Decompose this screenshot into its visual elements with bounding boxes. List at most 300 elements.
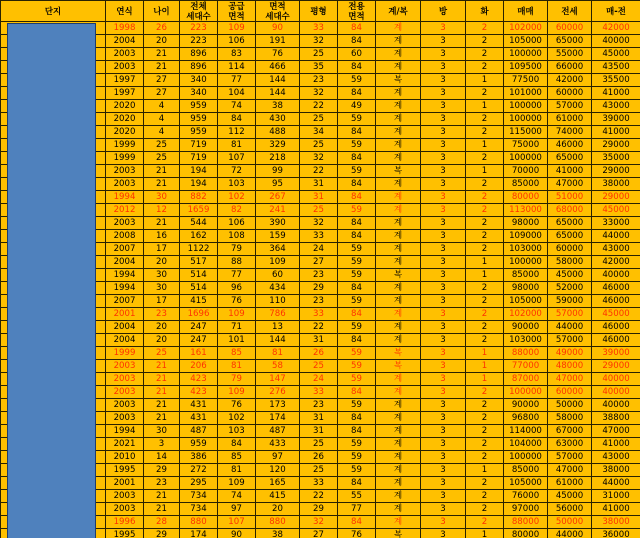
- table-cell[interactable]: 84: [338, 386, 376, 399]
- table-cell[interactable]: 194: [180, 178, 218, 191]
- column-header[interactable]: 전세: [548, 1, 592, 22]
- table-cell[interactable]: 39000: [592, 347, 640, 360]
- table-cell[interactable]: 35000: [592, 152, 640, 165]
- table-cell[interactable]: 2003: [106, 412, 144, 425]
- table-cell[interactable]: 959: [180, 126, 218, 139]
- table-cell[interactable]: 882: [180, 191, 218, 204]
- table-cell[interactable]: 44000: [548, 529, 592, 538]
- table-cell[interactable]: 2003: [106, 503, 144, 516]
- table-cell[interactable]: 17: [144, 295, 180, 308]
- table-cell[interactable]: 59: [338, 438, 376, 451]
- table-cell[interactable]: 12: [144, 204, 180, 217]
- table-cell[interactable]: 3: [421, 438, 466, 451]
- table-cell[interactable]: 103: [218, 178, 256, 191]
- table-cell[interactable]: 계: [376, 451, 421, 464]
- table-cell[interactable]: 35500: [592, 74, 640, 87]
- table-cell[interactable]: 45000: [592, 48, 640, 61]
- table-cell[interactable]: 1: [466, 165, 504, 178]
- table-cell[interactable]: 30: [144, 191, 180, 204]
- table-cell[interactable]: 76: [338, 529, 376, 538]
- table-cell[interactable]: 25: [300, 438, 338, 451]
- table-cell[interactable]: 1: [466, 74, 504, 87]
- table-cell[interactable]: 계: [376, 425, 421, 438]
- table-cell[interactable]: 114000: [504, 425, 548, 438]
- table-cell[interactable]: 21: [144, 373, 180, 386]
- table-cell[interactable]: 100000: [504, 113, 548, 126]
- table-cell[interactable]: 계: [376, 321, 421, 334]
- table-cell[interactable]: 29000: [592, 191, 640, 204]
- table-cell[interactable]: 1994: [106, 191, 144, 204]
- table-cell[interactable]: 23: [300, 295, 338, 308]
- table-cell[interactable]: 40000: [592, 373, 640, 386]
- table-cell[interactable]: 174: [256, 412, 300, 425]
- table-cell[interactable]: 25: [144, 139, 180, 152]
- table-cell[interactable]: 55000: [548, 48, 592, 61]
- table-cell[interactable]: 2: [466, 113, 504, 126]
- table-cell[interactable]: 267: [256, 191, 300, 204]
- table-cell[interactable]: 74: [218, 490, 256, 503]
- table-cell[interactable]: 896: [180, 48, 218, 61]
- table-cell[interactable]: 20: [256, 503, 300, 516]
- table-cell[interactable]: 272: [180, 464, 218, 477]
- table-cell[interactable]: 144: [256, 87, 300, 100]
- table-cell[interactable]: 45000: [592, 308, 640, 321]
- table-cell[interactable]: 1998: [106, 22, 144, 35]
- table-cell[interactable]: 22: [300, 100, 338, 113]
- table-cell[interactable]: 59: [338, 373, 376, 386]
- table-cell[interactable]: 84: [338, 282, 376, 295]
- table-cell[interactable]: 82: [218, 204, 256, 217]
- table-cell[interactable]: 719: [180, 139, 218, 152]
- table-cell[interactable]: 3: [421, 113, 466, 126]
- table-cell[interactable]: 45000: [548, 269, 592, 282]
- table-cell[interactable]: 21: [144, 48, 180, 61]
- table-cell[interactable]: 2: [466, 477, 504, 490]
- table-cell[interactable]: 3: [421, 386, 466, 399]
- table-cell[interactable]: 3: [421, 490, 466, 503]
- table-cell[interactable]: 25: [300, 360, 338, 373]
- table-cell[interactable]: 29: [144, 464, 180, 477]
- table-cell[interactable]: 84: [338, 152, 376, 165]
- table-cell[interactable]: 3: [421, 412, 466, 425]
- table-cell[interactable]: 105000: [504, 295, 548, 308]
- table-cell[interactable]: 33: [300, 477, 338, 490]
- table-cell[interactable]: 1999: [106, 139, 144, 152]
- table-cell[interactable]: 3: [421, 282, 466, 295]
- table-cell[interactable]: 35: [300, 61, 338, 74]
- table-cell[interactable]: 105000: [504, 35, 548, 48]
- table-cell[interactable]: 84: [338, 425, 376, 438]
- table-cell[interactable]: 88: [218, 256, 256, 269]
- table-cell[interactable]: 47000: [548, 464, 592, 477]
- table-cell[interactable]: 27: [300, 529, 338, 538]
- table-cell[interactable]: 65000: [548, 35, 592, 48]
- table-cell[interactable]: 433: [256, 438, 300, 451]
- table-cell[interactable]: 3: [421, 152, 466, 165]
- table-cell[interactable]: 3: [421, 503, 466, 516]
- column-header[interactable]: 매-전: [592, 1, 640, 22]
- table-cell[interactable]: 29: [144, 529, 180, 538]
- table-cell[interactable]: 88000: [504, 347, 548, 360]
- table-cell[interactable]: 38: [256, 100, 300, 113]
- table-cell[interactable]: 2020: [106, 126, 144, 139]
- table-cell[interactable]: 43000: [592, 243, 640, 256]
- table-cell[interactable]: 83: [218, 48, 256, 61]
- table-cell[interactable]: 2007: [106, 295, 144, 308]
- table-cell[interactable]: 50000: [548, 399, 592, 412]
- table-cell[interactable]: 31: [300, 412, 338, 425]
- table-cell[interactable]: 2: [466, 230, 504, 243]
- table-cell[interactable]: 47000: [548, 178, 592, 191]
- table-cell[interactable]: 734: [180, 503, 218, 516]
- table-cell[interactable]: 103000: [504, 334, 548, 347]
- table-cell[interactable]: 50000: [548, 516, 592, 529]
- table-cell[interactable]: 1999: [106, 152, 144, 165]
- table-cell[interactable]: 2004: [106, 321, 144, 334]
- table-cell[interactable]: 51000: [548, 191, 592, 204]
- table-cell[interactable]: 계: [376, 217, 421, 230]
- table-cell[interactable]: 84: [338, 477, 376, 490]
- table-cell[interactable]: 40000: [592, 269, 640, 282]
- table-cell[interactable]: 59: [338, 74, 376, 87]
- table-cell[interactable]: 33: [300, 230, 338, 243]
- table-cell[interactable]: 487: [180, 425, 218, 438]
- table-cell[interactable]: 3: [421, 61, 466, 74]
- table-cell[interactable]: 218: [256, 152, 300, 165]
- table-cell[interactable]: 2: [466, 152, 504, 165]
- table-cell[interactable]: 계: [376, 334, 421, 347]
- table-cell[interactable]: 276: [256, 386, 300, 399]
- table-cell[interactable]: 59: [338, 295, 376, 308]
- table-cell[interactable]: 49: [338, 100, 376, 113]
- table-cell[interactable]: 27: [300, 256, 338, 269]
- column-header[interactable]: 공급 면적: [218, 1, 256, 22]
- table-cell[interactable]: 544: [180, 217, 218, 230]
- table-cell[interactable]: 77: [218, 74, 256, 87]
- table-cell[interactable]: 386: [180, 451, 218, 464]
- table-cell[interactable]: 46000: [592, 295, 640, 308]
- table-cell[interactable]: 1: [466, 100, 504, 113]
- table-cell[interactable]: 390: [256, 217, 300, 230]
- table-cell[interactable]: 2: [466, 204, 504, 217]
- column-header[interactable]: 전체 세대수: [180, 1, 218, 22]
- table-cell[interactable]: 3: [421, 360, 466, 373]
- table-cell[interactable]: 102: [218, 412, 256, 425]
- table-cell[interactable]: 31: [300, 191, 338, 204]
- table-cell[interactable]: 22: [300, 490, 338, 503]
- column-header[interactable]: 전용 면적: [338, 1, 376, 22]
- table-cell[interactable]: 84: [338, 217, 376, 230]
- table-cell[interactable]: 58: [256, 360, 300, 373]
- column-header[interactable]: 면적 세대수: [256, 1, 300, 22]
- table-cell[interactable]: 23: [300, 399, 338, 412]
- table-cell[interactable]: 434: [256, 282, 300, 295]
- table-cell[interactable]: 159: [256, 230, 300, 243]
- table-cell[interactable]: 33: [300, 308, 338, 321]
- table-cell[interactable]: 87000: [504, 373, 548, 386]
- table-cell[interactable]: 3: [421, 191, 466, 204]
- table-cell[interactable]: 44000: [592, 477, 640, 490]
- table-cell[interactable]: 97: [218, 503, 256, 516]
- table-cell[interactable]: 2: [466, 321, 504, 334]
- table-cell[interactable]: 계: [376, 295, 421, 308]
- table-cell[interactable]: 59: [338, 165, 376, 178]
- table-cell[interactable]: 70000: [504, 165, 548, 178]
- table-cell[interactable]: 27: [144, 87, 180, 100]
- table-cell[interactable]: 173: [256, 399, 300, 412]
- table-cell[interactable]: 16: [144, 230, 180, 243]
- table-cell[interactable]: 61000: [548, 113, 592, 126]
- table-cell[interactable]: 2020: [106, 113, 144, 126]
- table-cell[interactable]: 33000: [592, 217, 640, 230]
- table-cell[interactable]: 14: [144, 451, 180, 464]
- table-cell[interactable]: 계: [376, 477, 421, 490]
- table-cell[interactable]: 57000: [548, 308, 592, 321]
- table-cell[interactable]: 107: [218, 516, 256, 529]
- table-cell[interactable]: 2: [466, 516, 504, 529]
- table-cell[interactable]: 1994: [106, 425, 144, 438]
- table-cell[interactable]: 90: [218, 529, 256, 538]
- table-cell[interactable]: 3: [421, 477, 466, 490]
- table-cell[interactable]: 1: [466, 256, 504, 269]
- table-cell[interactable]: 59: [338, 360, 376, 373]
- table-cell[interactable]: 43000: [592, 100, 640, 113]
- table-cell[interactable]: 3: [421, 243, 466, 256]
- table-cell[interactable]: 42000: [592, 256, 640, 269]
- table-cell[interactable]: 76: [256, 48, 300, 61]
- table-cell[interactable]: 21: [144, 61, 180, 74]
- table-cell[interactable]: 63000: [548, 438, 592, 451]
- table-cell[interactable]: 3: [421, 87, 466, 100]
- table-cell[interactable]: 24: [300, 373, 338, 386]
- table-cell[interactable]: 36000: [592, 529, 640, 538]
- table-cell[interactable]: 복: [376, 74, 421, 87]
- table-cell[interactable]: 3: [421, 22, 466, 35]
- table-cell[interactable]: 47000: [548, 373, 592, 386]
- table-cell[interactable]: 계: [376, 399, 421, 412]
- table-cell[interactable]: 계: [376, 152, 421, 165]
- table-cell[interactable]: 100000: [504, 48, 548, 61]
- table-cell[interactable]: 60: [338, 48, 376, 61]
- table-cell[interactable]: 계: [376, 126, 421, 139]
- table-cell[interactable]: 59: [338, 269, 376, 282]
- table-cell[interactable]: 340: [180, 87, 218, 100]
- table-cell[interactable]: 959: [180, 100, 218, 113]
- table-cell[interactable]: 488: [256, 126, 300, 139]
- table-cell[interactable]: 247: [180, 321, 218, 334]
- table-cell[interactable]: 109000: [504, 230, 548, 243]
- table-cell[interactable]: 81: [218, 139, 256, 152]
- table-cell[interactable]: 2: [466, 295, 504, 308]
- table-cell[interactable]: 104000: [504, 438, 548, 451]
- table-cell[interactable]: 1995: [106, 464, 144, 477]
- table-cell[interactable]: 96: [218, 282, 256, 295]
- table-cell[interactable]: 109: [218, 386, 256, 399]
- table-cell[interactable]: 46000: [592, 321, 640, 334]
- table-cell[interactable]: 97: [256, 451, 300, 464]
- table-cell[interactable]: 114: [218, 61, 256, 74]
- table-cell[interactable]: 102000: [504, 22, 548, 35]
- table-cell[interactable]: 29000: [592, 360, 640, 373]
- table-cell[interactable]: 60: [256, 269, 300, 282]
- table-cell[interactable]: 80000: [504, 191, 548, 204]
- table-cell[interactable]: 295: [180, 477, 218, 490]
- table-cell[interactable]: 30: [144, 282, 180, 295]
- table-cell[interactable]: 84: [218, 438, 256, 451]
- table-cell[interactable]: 3: [421, 334, 466, 347]
- table-cell[interactable]: 67000: [548, 425, 592, 438]
- table-cell[interactable]: 31: [300, 178, 338, 191]
- table-cell[interactable]: 84: [338, 87, 376, 100]
- table-cell[interactable]: 79: [218, 243, 256, 256]
- table-cell[interactable]: 81: [218, 360, 256, 373]
- table-cell[interactable]: 84: [338, 22, 376, 35]
- table-cell[interactable]: 65000: [548, 152, 592, 165]
- table-cell[interactable]: 32: [300, 516, 338, 529]
- table-cell[interactable]: 38000: [592, 178, 640, 191]
- table-cell[interactable]: 2020: [106, 100, 144, 113]
- table-cell[interactable]: 2007: [106, 243, 144, 256]
- table-cell[interactable]: 72: [218, 165, 256, 178]
- table-cell[interactable]: 2: [466, 412, 504, 425]
- table-cell[interactable]: 2: [466, 425, 504, 438]
- table-cell[interactable]: 59: [338, 256, 376, 269]
- table-cell[interactable]: 431: [180, 412, 218, 425]
- table-cell[interactable]: 3: [421, 269, 466, 282]
- table-cell[interactable]: 계: [376, 243, 421, 256]
- table-cell[interactable]: 103000: [504, 243, 548, 256]
- table-cell[interactable]: 38000: [592, 516, 640, 529]
- table-cell[interactable]: 45000: [592, 204, 640, 217]
- column-header[interactable]: 화: [466, 1, 504, 22]
- table-cell[interactable]: 162: [180, 230, 218, 243]
- table-cell[interactable]: 1997: [106, 74, 144, 87]
- table-cell[interactable]: 77500: [504, 74, 548, 87]
- table-cell[interactable]: 계: [376, 464, 421, 477]
- table-cell[interactable]: 1996: [106, 516, 144, 529]
- table-cell[interactable]: 90000: [504, 321, 548, 334]
- table-cell[interactable]: 423: [180, 373, 218, 386]
- table-cell[interactable]: 25: [300, 48, 338, 61]
- table-cell[interactable]: 29000: [592, 139, 640, 152]
- table-cell[interactable]: 2: [466, 451, 504, 464]
- table-cell[interactable]: 2003: [106, 48, 144, 61]
- table-cell[interactable]: 59: [338, 399, 376, 412]
- table-cell[interactable]: 77000: [504, 360, 548, 373]
- table-cell[interactable]: 26: [300, 451, 338, 464]
- table-cell[interactable]: 959: [180, 438, 218, 451]
- table-cell[interactable]: 57000: [548, 334, 592, 347]
- table-cell[interactable]: 1: [466, 373, 504, 386]
- table-cell[interactable]: 52000: [548, 282, 592, 295]
- table-cell[interactable]: 100000: [504, 100, 548, 113]
- table-cell[interactable]: 40000: [592, 35, 640, 48]
- table-cell[interactable]: 65000: [548, 230, 592, 243]
- table-cell[interactable]: 2001: [106, 308, 144, 321]
- table-cell[interactable]: 계: [376, 178, 421, 191]
- table-cell[interactable]: 계: [376, 139, 421, 152]
- table-cell[interactable]: 100000: [504, 256, 548, 269]
- table-cell[interactable]: 41000: [592, 87, 640, 100]
- table-cell[interactable]: 계: [376, 308, 421, 321]
- table-cell[interactable]: 계: [376, 412, 421, 425]
- table-cell[interactable]: 79: [218, 373, 256, 386]
- table-cell[interactable]: 109500: [504, 61, 548, 74]
- table-cell[interactable]: 71: [218, 321, 256, 334]
- table-cell[interactable]: 2004: [106, 35, 144, 48]
- table-cell[interactable]: 2: [466, 490, 504, 503]
- table-cell[interactable]: 계: [376, 100, 421, 113]
- table-cell[interactable]: 2: [466, 334, 504, 347]
- table-cell[interactable]: 21: [144, 399, 180, 412]
- table-cell[interactable]: 96800: [504, 412, 548, 425]
- table-cell[interactable]: 41000: [592, 126, 640, 139]
- table-cell[interactable]: 3: [421, 529, 466, 538]
- table-cell[interactable]: 3: [421, 347, 466, 360]
- table-cell[interactable]: 59: [338, 243, 376, 256]
- table-cell[interactable]: 84: [338, 126, 376, 139]
- column-header[interactable]: 계/복: [376, 1, 421, 22]
- table-cell[interactable]: 2: [466, 178, 504, 191]
- table-cell[interactable]: 20: [144, 256, 180, 269]
- table-cell[interactable]: 21: [144, 412, 180, 425]
- table-cell[interactable]: 786: [256, 308, 300, 321]
- table-cell[interactable]: 84: [338, 35, 376, 48]
- table-cell[interactable]: 3: [421, 516, 466, 529]
- table-cell[interactable]: 85: [218, 347, 256, 360]
- table-cell[interactable]: 계: [376, 282, 421, 295]
- table-cell[interactable]: 계: [376, 373, 421, 386]
- table-cell[interactable]: 38: [256, 529, 300, 538]
- table-cell[interactable]: 84: [338, 178, 376, 191]
- table-cell[interactable]: 113000: [504, 204, 548, 217]
- table-cell[interactable]: 719: [180, 152, 218, 165]
- table-cell[interactable]: 2003: [106, 61, 144, 74]
- table-cell[interactable]: 27: [144, 74, 180, 87]
- table-cell[interactable]: 계: [376, 503, 421, 516]
- column-header[interactable]: 평형: [300, 1, 338, 22]
- table-cell[interactable]: 74000: [548, 126, 592, 139]
- table-cell[interactable]: 104: [218, 87, 256, 100]
- table-cell[interactable]: 2012: [106, 204, 144, 217]
- table-cell[interactable]: 58000: [548, 412, 592, 425]
- table-cell[interactable]: 99: [256, 165, 300, 178]
- table-cell[interactable]: 85: [218, 451, 256, 464]
- table-cell[interactable]: 431: [180, 399, 218, 412]
- table-cell[interactable]: 25: [144, 347, 180, 360]
- table-cell[interactable]: 1999: [106, 347, 144, 360]
- table-cell[interactable]: 2: [466, 243, 504, 256]
- table-cell[interactable]: 3: [421, 425, 466, 438]
- table-cell[interactable]: 514: [180, 269, 218, 282]
- table-cell[interactable]: 3: [421, 178, 466, 191]
- table-cell[interactable]: 75000: [504, 139, 548, 152]
- table-cell[interactable]: 41000: [548, 165, 592, 178]
- table-cell[interactable]: 3: [421, 295, 466, 308]
- table-cell[interactable]: 25: [144, 152, 180, 165]
- table-cell[interactable]: 17: [144, 243, 180, 256]
- table-cell[interactable]: 97000: [504, 503, 548, 516]
- table-cell[interactable]: 3: [421, 308, 466, 321]
- table-cell[interactable]: 76: [218, 399, 256, 412]
- table-cell[interactable]: 896: [180, 61, 218, 74]
- table-cell[interactable]: 26: [300, 347, 338, 360]
- table-cell[interactable]: 106: [218, 217, 256, 230]
- table-cell[interactable]: 734: [180, 490, 218, 503]
- table-cell[interactable]: 31: [300, 334, 338, 347]
- table-cell[interactable]: 38000: [592, 464, 640, 477]
- table-cell[interactable]: 2003: [106, 178, 144, 191]
